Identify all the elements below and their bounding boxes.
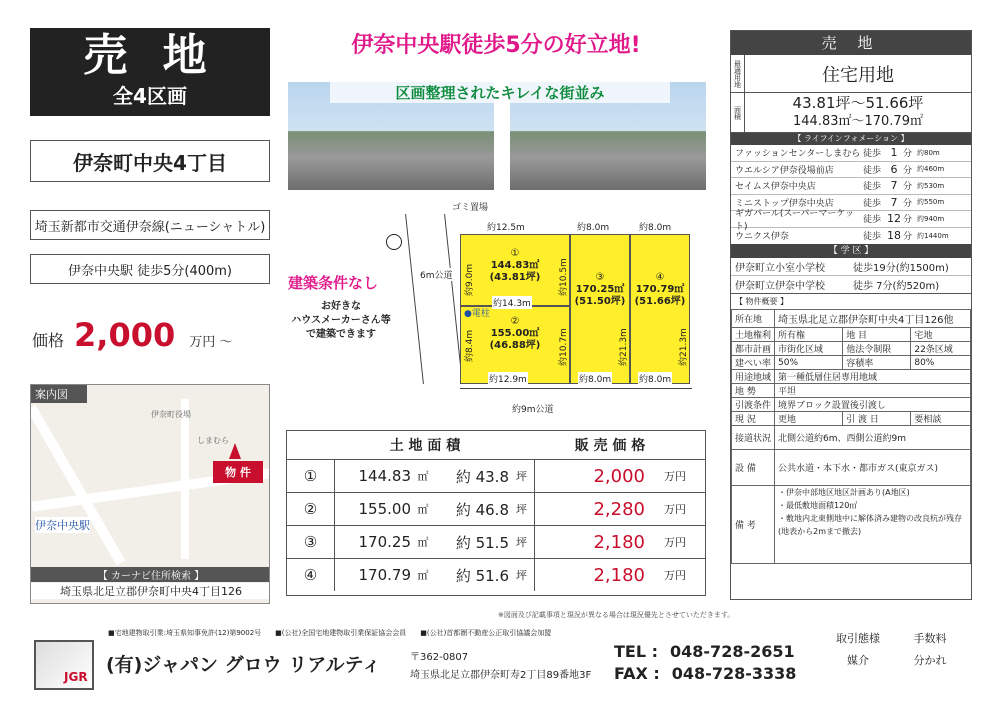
table-row: 地 勢 平坦	[732, 384, 971, 398]
table-row: 所在地 埼玉県北足立郡伊奈町中央4丁目126他	[732, 310, 971, 328]
pole-label: ●電柱	[464, 309, 490, 319]
tel-line: TEL : 048-728-2651	[614, 642, 795, 661]
right-panel	[730, 30, 972, 600]
dim-top-3: 約8.0m	[638, 220, 672, 233]
list-item: ギガパール(スーパーマーケット) 徒歩 12 分 約940m	[731, 211, 971, 228]
south-road-line	[460, 388, 692, 389]
price-label: 価格	[32, 331, 65, 350]
dim-mid: 約14.3m	[492, 296, 532, 309]
fee-type: 手数料 分かれ	[913, 632, 947, 667]
table-row: 引渡条件 境界ブロック設置後引渡し	[732, 398, 971, 412]
table-row: 建ぺい率 50% 容積率 80%	[732, 356, 971, 370]
life-list	[731, 145, 971, 244]
school-row: 伊奈町立小室小学校 徒歩19分(約1500m)	[731, 258, 971, 276]
disclaimer-note: ※図面及び記載事項と現況が異なる場合は現況優先とさせていただきます。	[498, 611, 735, 619]
price-block	[32, 316, 272, 360]
price-table	[286, 430, 706, 596]
lot-1-label: ① 144.83㎡ (43.81坪)	[489, 248, 541, 283]
plot-plan	[286, 196, 706, 422]
west-road	[405, 214, 463, 384]
lot-count: 全4区画	[113, 84, 187, 108]
catch-subline: 区画整理されたキレイな街並み	[330, 82, 670, 103]
table-row: 接道状況 北側公道約6m、西側公道約9m	[732, 426, 971, 450]
area-sqm: 144.83㎡〜170.79㎡	[793, 114, 923, 129]
car-nav-title: 【 カーナビ住所検索 】	[31, 567, 270, 582]
dim-v-4: 約10.7m	[559, 328, 569, 366]
deal-type: 取引態様 媒介	[836, 632, 880, 667]
company-logo: JGR	[34, 640, 94, 690]
map-title: 案内図	[31, 385, 87, 403]
dim-v-1: 約9.0m	[465, 263, 475, 296]
header-price: 販 売 価 格	[574, 438, 646, 454]
table-row: 現 況 更地 引 渡 日 要相談	[732, 412, 971, 426]
company-address: 埼玉県北足立郡伊奈町寿2丁目89番地3F	[410, 670, 592, 681]
dim-bottom-1: 約12.9m	[488, 372, 528, 385]
dim-bottom-2: 約8.0m	[578, 372, 612, 385]
dim-v-5: 約21.3m	[619, 328, 629, 366]
dim-top-1: 約12.5m	[486, 220, 526, 233]
table-row: ① 144.83 ㎡ 約 43.8 坪 2,000 万円	[287, 459, 705, 492]
dim-v-2: 約10.5m	[559, 258, 569, 296]
table-row: ④ 170.79 ㎡ 約 51.6 坪 2,180 万円	[287, 558, 705, 591]
fax-line: FAX : 048-728-3338	[614, 664, 797, 683]
dim-v-3: 約8.4m	[465, 329, 475, 362]
station-access: 伊奈中央駅 徒歩5分(400m)	[30, 254, 270, 284]
lot-3-label: ③ 170.25㎡ (51.50坪)	[574, 272, 626, 307]
map-property-marker: 物 件	[213, 461, 263, 483]
page-title: 売 地	[83, 30, 217, 81]
right-title: 売 地	[731, 31, 971, 55]
lot-4-label: ④ 170.79㎡ (51.66坪)	[634, 272, 686, 307]
table-row: 設 備 公共水道・本下水・都市ガス(東京ガス)	[732, 450, 971, 486]
outline-title: 【 物件概要 】	[735, 297, 789, 306]
dim-bottom-3: 約8.0m	[638, 372, 672, 385]
list-item: ファッションセンターしまむら 徒歩 1 分 約80m	[731, 145, 971, 162]
footer	[30, 628, 972, 700]
table-row: 備 考 ・伊奈中部地区地区計画あり(A地区) ・最低敷地面積120㎡ ・敷地内北東側地中に解体済み建物の改良杭が残存 (地表から2mまで撤去)	[732, 486, 971, 564]
lot-2-label: ② 155.00㎡ (46.88坪)	[489, 316, 541, 351]
table-row: ② 155.00 ㎡ 約 46.8 坪 2,280 万円	[287, 492, 705, 525]
area-tsubo: 43.81坪〜51.66坪	[792, 94, 924, 112]
south-road-label: 約9m公道	[512, 402, 554, 415]
car-nav-address: 埼玉県北足立郡伊奈町中央4丁目126	[31, 583, 270, 599]
area-name: 伊奈町中央4丁目	[30, 140, 270, 182]
school-row: 伊奈町立伊奈中学校 徒歩 7分(約520m)	[731, 276, 971, 294]
school-title: 【 学 区 】	[731, 244, 971, 258]
list-item: ウニクス伊奈 徒歩 18 分 約1440m	[735, 229, 949, 243]
garbage-label: ゴミ置場	[452, 203, 489, 213]
price-table-header	[287, 431, 705, 459]
life-title: 【 ライフインフォメーション 】	[731, 133, 971, 145]
table-row: ③ 170.25 ㎡ 約 51.5 坪 2,180 万円	[287, 525, 705, 558]
header-area: 土 地 面 積	[389, 438, 461, 454]
compass-icon	[386, 234, 402, 250]
map-pin-icon	[229, 443, 241, 459]
dim-top-2: 約8.0m	[576, 220, 610, 233]
map-label-shimamura: しまむら	[197, 436, 229, 445]
table-row: 用途地域 第一種低層住居専用地域	[732, 370, 971, 384]
license-line: ■宅地建物取引業:埼玉県知事免許(12)第9002号 ■(公社)全国宅地建物取引業保証協会会員 ■(公社)首都圏不動産公正取引協議会加盟	[108, 629, 552, 637]
table-row: 都市計画 市街化区域 他法令制限 22条区域	[732, 342, 971, 356]
company-name: (有)ジャパン グロウ リアルティ	[106, 654, 381, 676]
railway-line: 埼玉新都市交通伊奈線(ニューシャトル)	[30, 210, 270, 240]
catch-headline: 伊奈中央駅徒歩5分の好立地!	[351, 33, 641, 58]
area-row: 面積 43.81坪〜51.66坪 144.83㎡〜170.79㎡	[731, 93, 971, 133]
title-block	[30, 28, 270, 116]
list-item: ミニストップ伊奈中央店 徒歩 7 分 約550m	[731, 195, 971, 212]
list-item: ウエルシア伊奈役場前店 徒歩 6 分 約460m	[731, 162, 971, 179]
free-builder-text: お好きな ハウスメーカーさん等 で建築できます	[291, 301, 391, 340]
use-row: 最適用地 住宅用地	[731, 55, 971, 93]
outline-table	[731, 309, 971, 564]
use-value: 住宅用地	[822, 64, 894, 86]
map-label-station: 伊奈中央駅	[35, 519, 90, 532]
list-item: セイムス伊奈中央店 徒歩 7 分 約530m	[731, 178, 971, 195]
price-value: 2,000	[74, 316, 176, 354]
guide-map	[30, 384, 270, 604]
no-condition-label: 建築条件なし	[288, 274, 379, 292]
price-unit: 万円 〜	[189, 335, 233, 350]
map-label-town-office: 伊奈町役場	[151, 410, 191, 419]
west-road-label: 6m公道	[420, 268, 453, 281]
dim-v-6: 約21.3m	[679, 328, 689, 366]
company-zip: 〒362-0807	[410, 652, 469, 663]
table-row: 土地権利 所有権 地 目 宅地	[732, 328, 971, 342]
